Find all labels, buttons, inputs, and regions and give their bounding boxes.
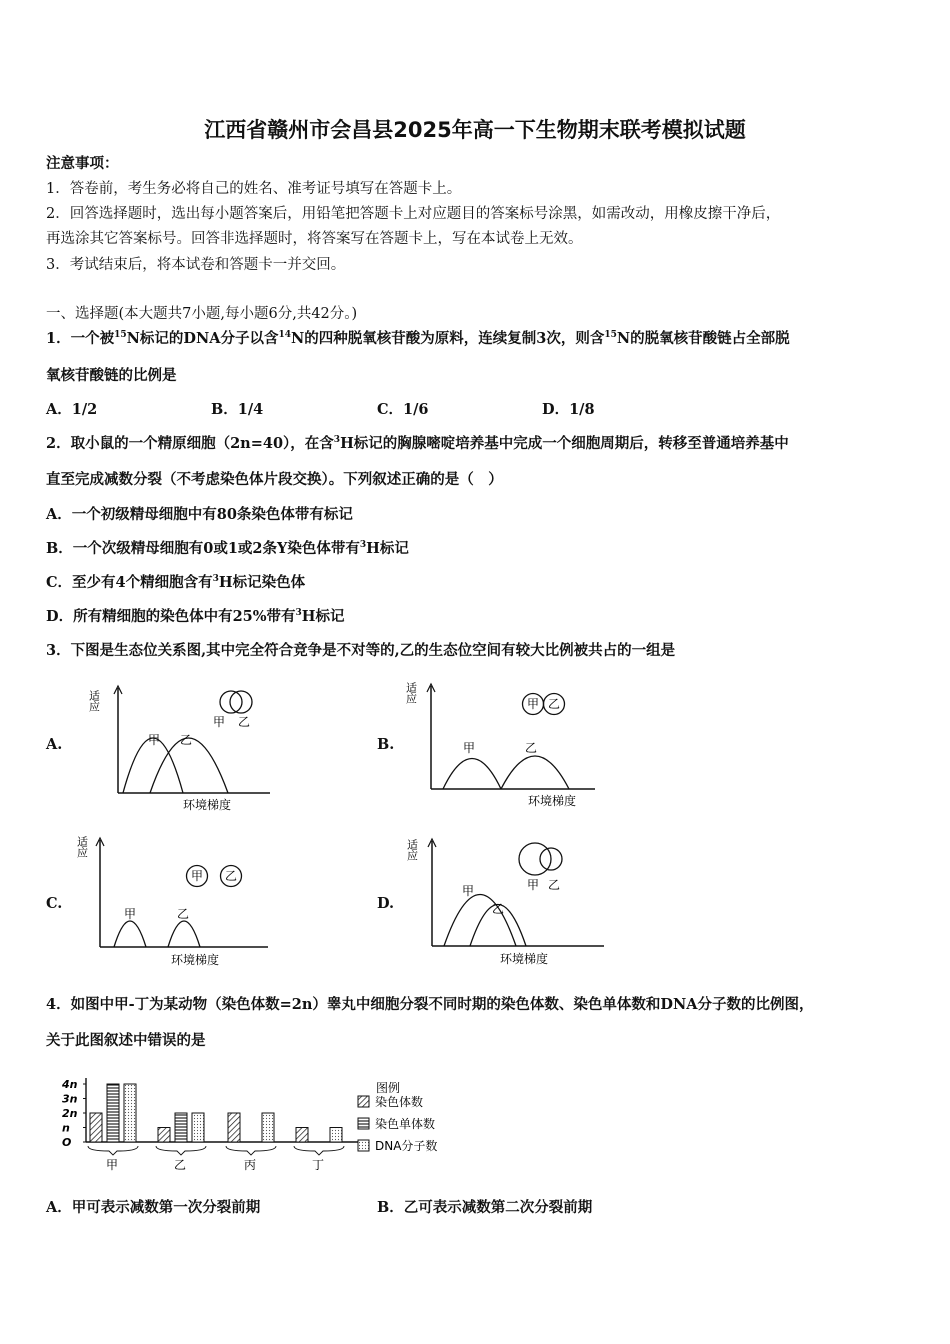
- q3-label-a: A.: [46, 736, 63, 753]
- label-jia: 甲: [463, 741, 476, 755]
- label-jia: 甲: [148, 733, 161, 747]
- notice-item: 2．回答选择题时，选出每小题答案后，用铅笔把答题卡上对应题目的答案标号涂黑，如需改动，用橡皮擦干净后，: [46, 206, 781, 222]
- curve-jia: [114, 921, 146, 947]
- legend-label: DNA分子数: [375, 1139, 438, 1153]
- notice-item: 再选涂其它答案标号。回答非选择题时，将答案写在答题卡上，写在本试卷上无效。: [46, 231, 583, 247]
- legend-label: 染色体数: [375, 1095, 424, 1109]
- q3-stem: 3．下图是生态位关系图,其中完全符合竞争是不对等的,乙的生态位空间有较大比例被共占的一组是: [46, 642, 676, 659]
- circle-text-jia: 甲: [191, 869, 204, 883]
- label-yi: 乙: [492, 902, 505, 916]
- category-label: 丁: [312, 1158, 325, 1172]
- xlabel: 环境梯度: [183, 798, 232, 812]
- ylabel: 适应: [87, 690, 101, 712]
- circle-text-jia: 甲: [527, 697, 540, 711]
- y-tick-label: O: [62, 1136, 72, 1149]
- notice-item: 1．答卷前，考生务必将自己的姓名、准考证号填写在答题卡上。: [46, 181, 462, 197]
- q1-stem: 1．一个被$^{15}$N标记的DNA分子以含$^{14}$N的四种脱氧核苷酸为原料，连续复制3次，则含$^{15}$N的脱氧核苷酸链占全部脱: [46, 330, 790, 347]
- section-heading: 一、选择题(本大题共7小题,每小题6分,共42分。): [46, 306, 358, 322]
- q2-stem-line2: 直至完成减数分裂（不考虑染色体片段交换）。下列叙述正确的是（ ）: [46, 471, 503, 488]
- category-brace: [226, 1146, 276, 1155]
- category-brace: [294, 1146, 344, 1155]
- y-tick-label: 3n: [62, 1092, 78, 1106]
- xlabel: 环境梯度: [500, 952, 549, 966]
- notice-item: 3．考试结束后，将本试卷和答题卡一并交回。: [46, 257, 346, 273]
- q3-label-d: D.: [377, 895, 395, 912]
- venn-label-jia: 甲: [213, 715, 226, 729]
- ylabel: 适应: [405, 839, 419, 861]
- notice-heading: 注意事项：: [46, 155, 119, 172]
- curve-yi: [168, 921, 200, 947]
- q4-option-b: B．乙可表示减数第二次分裂前期: [377, 1199, 593, 1216]
- niche-graph-c: [76, 830, 276, 970]
- q2-stem: 2．取小鼠的一个精原细胞（2n=40），在含$^3$H标记的胸腺嘧啶培养基中完成一个细胞周期后，转移至普通培养基中: [46, 435, 789, 452]
- category-brace: [88, 1146, 138, 1155]
- bar: [296, 1128, 308, 1143]
- q4-stem: 4．如图中甲-丁为某动物（染色体数=2n）睾丸中细胞分裂不同时期的染色体数、染色单体数和DNA分子数的比例图，: [46, 996, 814, 1013]
- q2-option-d: D．所有精细胞的染色体中有25%带有$^3$H标记: [46, 608, 345, 625]
- y-tick-label: n: [62, 1121, 70, 1135]
- venn-label-yi: 乙: [238, 715, 251, 729]
- circle-jia: [220, 691, 242, 713]
- chromosome-bar-chart: [58, 1060, 468, 1175]
- circle-jia: [519, 843, 551, 875]
- label-jia: 甲: [462, 884, 475, 898]
- label-yi: 乙: [525, 741, 538, 755]
- legend-swatch: [358, 1118, 369, 1129]
- bar: [107, 1084, 119, 1142]
- niche-graph-b: [405, 678, 600, 813]
- legend-label: 染色单体数: [375, 1117, 436, 1131]
- legend-swatch: [358, 1096, 369, 1107]
- q1-option-b: B．1/4: [211, 401, 264, 418]
- y-tick-label: 2n: [62, 1107, 78, 1120]
- q4-stem-line2: 关于此图叙述中错误的是: [46, 1032, 206, 1049]
- category-label: 丙: [244, 1158, 257, 1172]
- circle-yi: [230, 691, 252, 713]
- curve-yi: [501, 756, 569, 789]
- q1-option-c: C．1/6: [377, 401, 429, 418]
- q1-option-a: A．1/2: [46, 401, 98, 418]
- bar: [158, 1128, 170, 1143]
- venn-label-yi: 乙: [548, 878, 561, 892]
- ylabel: 适应: [404, 682, 418, 704]
- q2-option-b: B．一个次级精母细胞有0或1或2条Y染色体带有$^3$H标记: [46, 540, 409, 557]
- q2-option-a: A．一个初级精母细胞中有80条染色体带有标记: [46, 506, 353, 523]
- bar: [90, 1113, 102, 1142]
- venn-label-jia: 甲: [527, 878, 540, 892]
- xlabel: 环境梯度: [528, 794, 577, 808]
- label-yi: 乙: [177, 907, 190, 921]
- category-label: 甲: [106, 1158, 119, 1172]
- niche-graph-d: [405, 833, 608, 968]
- bar: [262, 1113, 274, 1142]
- y-tick-label: 4n: [62, 1078, 78, 1091]
- bar: [330, 1128, 342, 1143]
- circle-text-yi: 乙: [548, 697, 561, 711]
- bar: [124, 1084, 136, 1142]
- niche-graph-a: [88, 678, 278, 813]
- q2-option-c: C．至少有4个精细胞含有$^3$H标记染色体: [46, 574, 306, 591]
- category-label: 乙: [174, 1158, 187, 1172]
- bar: [192, 1113, 204, 1142]
- q1-stem-line2: 氧核苷酸链的比例是: [46, 367, 177, 384]
- ylabel: 适应: [75, 836, 89, 858]
- label-jia: 甲: [124, 907, 137, 921]
- curve-jia: [443, 759, 501, 790]
- category-brace: [156, 1146, 206, 1155]
- bar: [175, 1113, 187, 1142]
- q4-option-a: A．甲可表示减数第一次分裂前期: [46, 1199, 261, 1216]
- q3-label-c: C.: [46, 895, 63, 912]
- bar: [228, 1113, 240, 1142]
- q3-label-b: B.: [377, 736, 395, 753]
- label-yi: 乙: [180, 733, 193, 747]
- q1-option-d: D．1/8: [542, 401, 595, 418]
- curve-jia: [444, 895, 516, 947]
- legend-title: 图例: [376, 1081, 401, 1095]
- legend-swatch: [358, 1140, 369, 1151]
- page-title: 江西省赣州市会昌县2025年高一下生物期末联考模拟试题: [204, 118, 746, 142]
- circle-text-yi: 乙: [225, 869, 238, 883]
- xlabel: 环境梯度: [171, 953, 220, 967]
